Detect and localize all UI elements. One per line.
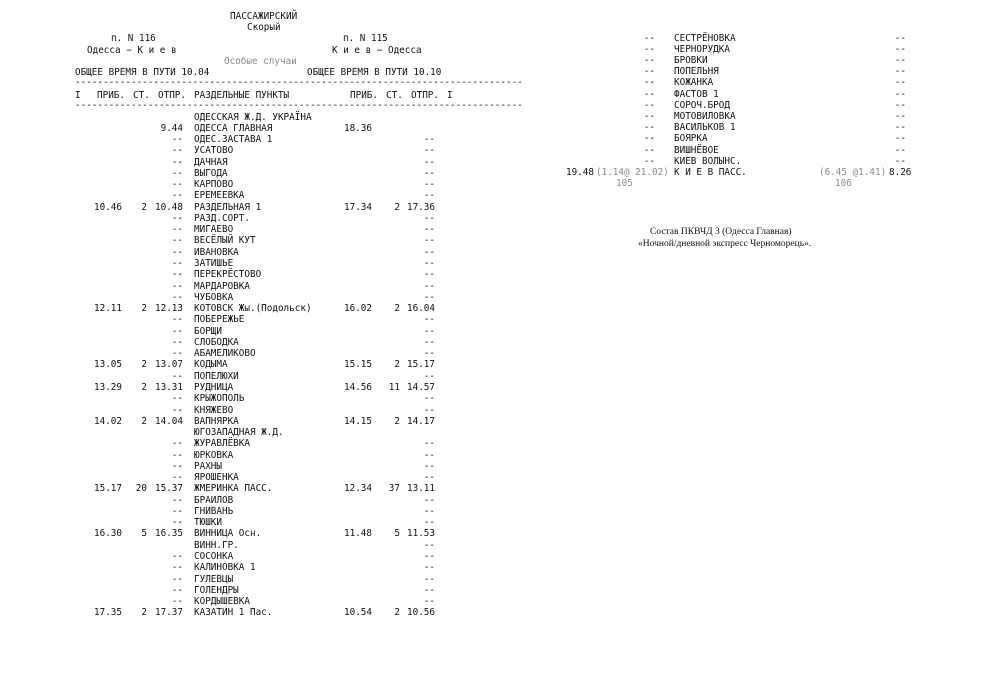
left-departure: -- bbox=[171, 562, 183, 574]
table-row bbox=[0, 133, 988, 144]
left-departure: -- bbox=[171, 404, 183, 416]
special-cases-label: Особые случаи bbox=[224, 56, 297, 67]
station-name: СЕСТРЁНОВКА bbox=[674, 32, 736, 44]
left-departure: -- bbox=[643, 54, 655, 66]
station-name: ВАСИЛЬКОВ 1 bbox=[674, 122, 736, 134]
station-name: ДАЧНАЯ bbox=[194, 156, 228, 168]
left-departure: 14.04 bbox=[155, 415, 183, 427]
left-arrival: 15.17 bbox=[94, 483, 122, 495]
col-stop: СТ. bbox=[133, 90, 150, 101]
left-departure: -- bbox=[171, 280, 183, 292]
right-departure: -- bbox=[423, 336, 435, 348]
right-departure: -- bbox=[423, 551, 435, 563]
left-arrival: 13.05 bbox=[94, 359, 122, 371]
left-arrival: 13.29 bbox=[94, 381, 122, 393]
station-name: КАЛИНОВКА 1 bbox=[194, 562, 256, 574]
right-departure: 15.17 bbox=[407, 359, 435, 371]
left-stop: 2 bbox=[141, 303, 147, 315]
left-departure: -- bbox=[171, 269, 183, 281]
right-departure: -- bbox=[894, 144, 906, 156]
station-name: ЮГОЗАПАДНАЯ Ж.Д. bbox=[194, 427, 284, 439]
right-route: К и е в − Одесса bbox=[332, 45, 422, 56]
station-name: ПЕРЕКРЁСТОВО bbox=[194, 269, 262, 281]
left-departure: 15.37 bbox=[155, 483, 183, 495]
table-row bbox=[0, 326, 460, 337]
right-departure: -- bbox=[423, 190, 435, 202]
right-departure: -- bbox=[423, 145, 435, 157]
right-departure: -- bbox=[894, 99, 906, 111]
station-name: ВИННИЦА Осн. bbox=[194, 528, 262, 540]
final-station-name: К И Е В ПАСС. bbox=[674, 167, 747, 178]
left-departure: -- bbox=[171, 505, 183, 517]
station-name: УСАТОВО bbox=[194, 145, 234, 157]
left-departure: -- bbox=[171, 336, 183, 348]
station-name: КИЕВ ВОЛЫНС. bbox=[674, 155, 742, 167]
station-name: КОРДЫШЕВКА bbox=[194, 596, 250, 608]
left-arrival: 17.35 bbox=[94, 607, 122, 619]
table-row bbox=[0, 145, 988, 156]
train-type-title: ПАССАЖИРСКИЙ bbox=[230, 11, 298, 22]
col-stop-2: СТ. bbox=[386, 90, 403, 101]
right-departure: -- bbox=[423, 348, 435, 360]
left-arrival: 12.11 bbox=[94, 303, 122, 315]
table-row bbox=[0, 111, 988, 122]
station-name: ВЕСЁЛЫЙ КУТ bbox=[194, 235, 256, 247]
left-departure: -- bbox=[171, 393, 183, 405]
right-departure: -- bbox=[894, 54, 906, 66]
right-departure: 10.56 bbox=[407, 607, 435, 619]
station-name: КОДЫМА bbox=[194, 359, 228, 371]
table-row bbox=[0, 416, 460, 427]
right-departure: -- bbox=[894, 111, 906, 123]
right-departure: 16.04 bbox=[407, 303, 435, 315]
left-departure: -- bbox=[171, 596, 183, 608]
table-row bbox=[0, 247, 460, 258]
station-name: ЕРЕМЕЕВКА bbox=[194, 190, 245, 202]
table-row bbox=[0, 66, 988, 77]
left-arrival: 10.46 bbox=[94, 201, 122, 213]
station-name: ФАСТОВ 1 bbox=[674, 88, 719, 100]
station-name: ВИНН.ГР. bbox=[194, 539, 239, 551]
station-name: ВЫГОДА bbox=[194, 167, 228, 179]
right-stop: 37 bbox=[388, 483, 400, 495]
station-name: КНЯЖЕВО bbox=[194, 404, 234, 416]
station-name: МОТОВИЛОВКА bbox=[674, 111, 736, 123]
right-departure: -- bbox=[423, 224, 435, 236]
left-departure: -- bbox=[171, 460, 183, 472]
left-departure: -- bbox=[171, 134, 183, 146]
table-row bbox=[0, 269, 460, 280]
left-departure: -- bbox=[643, 133, 655, 145]
table-row bbox=[0, 100, 988, 111]
station-name: РАХНЫ bbox=[194, 460, 222, 472]
left-total-time: ОБЩЕЕ ВРЕМЯ В ПУТИ 10.04 bbox=[75, 67, 210, 78]
station-name: ВИШНЁВОЕ bbox=[674, 144, 719, 156]
table-row bbox=[0, 235, 460, 246]
table-row bbox=[0, 77, 988, 88]
left-departure: -- bbox=[171, 212, 183, 224]
left-departure: 12.13 bbox=[155, 303, 183, 315]
left-departure: -- bbox=[171, 224, 183, 236]
col-points: РАЗДЕЛЬНЫЕ ПУНКТЫ bbox=[194, 90, 290, 101]
table-row bbox=[0, 450, 460, 461]
left-train-number: п. N 116 bbox=[111, 33, 156, 44]
left-departure: -- bbox=[643, 122, 655, 134]
left-departure: -- bbox=[171, 517, 183, 529]
left-departure: -- bbox=[643, 111, 655, 123]
table-row bbox=[0, 258, 460, 269]
left-departure: -- bbox=[171, 190, 183, 202]
station-name: ПОПЕЛЮХИ bbox=[194, 370, 239, 382]
right-departure: 17.36 bbox=[407, 201, 435, 213]
table-row bbox=[0, 562, 460, 573]
table-row bbox=[0, 596, 460, 607]
table-row bbox=[0, 371, 460, 382]
right-departure: -- bbox=[423, 460, 435, 472]
right-arrival: 11.48 bbox=[344, 528, 372, 540]
final-left-extra: (1.14@ 21.02) bbox=[596, 167, 669, 178]
left-departure: -- bbox=[643, 155, 655, 167]
express-name-note: «Ночной/дневной экспресс Черноморець». bbox=[638, 239, 812, 249]
left-stop: 2 bbox=[141, 607, 147, 619]
left-departure: -- bbox=[171, 348, 183, 360]
station-name: ПОПЕЛЬНЯ bbox=[674, 66, 719, 78]
left-departure: -- bbox=[171, 494, 183, 506]
left-departure: -- bbox=[643, 77, 655, 89]
table-row bbox=[0, 427, 460, 438]
right-departure: -- bbox=[423, 291, 435, 303]
table-row bbox=[0, 495, 460, 506]
right-departure: -- bbox=[894, 66, 906, 78]
right-departure: -- bbox=[423, 258, 435, 269]
right-departure: -- bbox=[423, 517, 435, 529]
right-departure: -- bbox=[423, 134, 435, 146]
station-name: КРЫЖОПОЛЬ bbox=[194, 393, 245, 405]
final-right-extra: (6.45 @1.41) bbox=[819, 167, 887, 178]
right-stop: 5 bbox=[394, 528, 400, 540]
left-arrival: 16.30 bbox=[94, 528, 122, 540]
station-name: ГНИВАНЬ bbox=[194, 505, 234, 517]
station-name: ЧУБОВКА bbox=[194, 291, 234, 303]
left-departure: -- bbox=[171, 325, 183, 337]
right-stop: 2 bbox=[394, 303, 400, 315]
left-departure: -- bbox=[171, 235, 183, 247]
right-departure: -- bbox=[894, 155, 906, 167]
right-departure: -- bbox=[894, 122, 906, 134]
table-row bbox=[0, 472, 460, 483]
left-departure: 9.44 bbox=[160, 122, 183, 134]
col-arrival: ПРИБ. bbox=[97, 90, 125, 101]
station-name: ПОБЕРЕЖЬЕ bbox=[194, 314, 245, 326]
station-name: БРАИЛОВ bbox=[194, 494, 234, 506]
table-row bbox=[0, 551, 460, 562]
right-arrival: 17.34 bbox=[344, 201, 372, 213]
final-left-code: 105 bbox=[616, 178, 633, 189]
station-name: БОЯРКА bbox=[674, 133, 708, 145]
left-departure: -- bbox=[171, 314, 183, 326]
table-row bbox=[0, 506, 460, 517]
right-departure: -- bbox=[423, 539, 435, 551]
table-row bbox=[0, 405, 460, 416]
right-departure: -- bbox=[423, 404, 435, 416]
right-stop: 11 bbox=[388, 381, 400, 393]
table-row bbox=[0, 122, 988, 133]
right-departure: -- bbox=[423, 235, 435, 247]
right-arrival: 18.36 bbox=[344, 122, 372, 134]
left-departure: -- bbox=[171, 145, 183, 157]
right-departure: -- bbox=[423, 393, 435, 405]
station-name: ЧЕРНОРУДКА bbox=[674, 43, 730, 55]
station-name: РАЗДЕЛЬНАЯ 1 bbox=[194, 201, 262, 213]
right-departure: -- bbox=[894, 32, 906, 44]
table-row bbox=[0, 461, 460, 472]
right-departure: -- bbox=[423, 370, 435, 382]
train-category: Скорый bbox=[247, 22, 281, 33]
right-departure: -- bbox=[423, 325, 435, 337]
table-row bbox=[0, 517, 460, 528]
right-arrival: 12.34 bbox=[344, 483, 372, 495]
station-name: ИВАНОВКА bbox=[194, 246, 239, 258]
right-departure: -- bbox=[423, 494, 435, 506]
left-departure: -- bbox=[171, 438, 183, 450]
right-departure: -- bbox=[423, 596, 435, 608]
right-departure: -- bbox=[423, 269, 435, 281]
table-row bbox=[0, 44, 988, 55]
station-name: РАЗД.СОРТ. bbox=[194, 212, 250, 224]
left-departure: 17.37 bbox=[155, 607, 183, 619]
station-name: МИГАЕВО bbox=[194, 224, 234, 236]
right-departure: 14.57 bbox=[407, 381, 435, 393]
table-row bbox=[0, 224, 460, 235]
left-departure: -- bbox=[643, 32, 655, 44]
table-row bbox=[0, 359, 460, 370]
station-name: РУДНИЦА bbox=[194, 381, 234, 393]
left-departure: -- bbox=[171, 246, 183, 258]
consist-note: Состав ПКВЧД 3 (Одесса Главная) bbox=[650, 227, 792, 237]
table-row bbox=[0, 438, 460, 449]
left-stop: 2 bbox=[141, 381, 147, 393]
right-departure: 13.11 bbox=[407, 483, 435, 495]
table-row bbox=[0, 348, 460, 359]
station-name: ЗАТИШЬЕ bbox=[194, 258, 234, 269]
left-departure: 10.48 bbox=[155, 201, 183, 213]
left-departure: -- bbox=[171, 156, 183, 168]
left-departure: -- bbox=[643, 88, 655, 100]
station-name: СОСОНКА bbox=[194, 551, 234, 563]
station-name: ТЮШКИ bbox=[194, 517, 222, 529]
right-departure: -- bbox=[423, 167, 435, 179]
left-departure: 13.07 bbox=[155, 359, 183, 371]
left-departure: -- bbox=[171, 551, 183, 563]
station-name: СЛОБОДКА bbox=[194, 336, 239, 348]
station-name: ЮРКОВКА bbox=[194, 449, 234, 461]
table-row bbox=[0, 55, 988, 66]
right-departure: -- bbox=[423, 505, 435, 517]
left-departure: -- bbox=[171, 573, 183, 585]
left-departure: -- bbox=[171, 449, 183, 461]
table-row bbox=[0, 156, 988, 167]
station-name: КАЗАТИН 1 Пас. bbox=[194, 607, 273, 619]
final-left-arrival: 19.48 bbox=[566, 167, 594, 178]
station-name: ОДЕССА ГЛАВНАЯ bbox=[194, 122, 273, 134]
right-departure: -- bbox=[423, 246, 435, 258]
left-departure: -- bbox=[171, 472, 183, 484]
left-route: Одесса − К и е в bbox=[87, 45, 177, 56]
col-left-marker: I bbox=[75, 90, 81, 101]
station-name: КАРПОВО bbox=[194, 179, 234, 191]
right-departure: -- bbox=[423, 562, 435, 574]
right-stop: 2 bbox=[394, 607, 400, 619]
right-departure: -- bbox=[894, 77, 906, 89]
right-departure: -- bbox=[423, 314, 435, 326]
table-row bbox=[0, 89, 988, 100]
right-stop: 2 bbox=[394, 359, 400, 371]
left-departure: -- bbox=[171, 179, 183, 191]
station-name: ГУЛЕВЦЫ bbox=[194, 573, 234, 585]
left-departure: 13.31 bbox=[155, 381, 183, 393]
col-departure: ОТПР. bbox=[158, 90, 186, 101]
station-name: ОДЕС.ЗАСТАВА 1 bbox=[194, 134, 273, 146]
final-station-row bbox=[0, 167, 988, 178]
table-row bbox=[0, 607, 460, 618]
left-departure: -- bbox=[643, 43, 655, 55]
table-row bbox=[0, 213, 460, 224]
right-arrival: 14.56 bbox=[344, 381, 372, 393]
right-train-number: п. N 115 bbox=[343, 33, 388, 44]
table-row bbox=[0, 585, 460, 596]
left-departure: -- bbox=[643, 66, 655, 78]
right-total-time: ОБЩЕЕ ВРЕМЯ В ПУТИ 10.10 bbox=[307, 67, 442, 78]
final-codes-row bbox=[0, 178, 988, 189]
right-departure: -- bbox=[423, 584, 435, 596]
table-row bbox=[0, 528, 460, 539]
right-departure: 11.53 bbox=[407, 528, 435, 540]
station-name: ГОЛЕНДРЫ bbox=[194, 584, 239, 596]
col-departure-2: ОТПР. bbox=[411, 90, 439, 101]
right-departure: 14.17 bbox=[407, 415, 435, 427]
table-row bbox=[0, 393, 460, 404]
right-departure: -- bbox=[423, 449, 435, 461]
right-arrival: 10.54 bbox=[344, 607, 372, 619]
left-departure: -- bbox=[643, 144, 655, 156]
right-departure: -- bbox=[423, 280, 435, 292]
table-row bbox=[0, 303, 460, 314]
right-departure: -- bbox=[423, 156, 435, 168]
right-departure: -- bbox=[894, 43, 906, 55]
left-stop: 20 bbox=[135, 483, 147, 495]
station-name: ВАПНЯРКА bbox=[194, 415, 239, 427]
right-arrival: 15.15 bbox=[344, 359, 372, 371]
table-row bbox=[0, 33, 988, 44]
right-departure: -- bbox=[423, 472, 435, 484]
right-departure: -- bbox=[423, 212, 435, 224]
table-row bbox=[0, 281, 460, 292]
station-name: КОТОВСК Жы.(Подольск) bbox=[194, 303, 312, 315]
left-departure: -- bbox=[171, 167, 183, 179]
final-right-departure: 8.26 bbox=[889, 167, 912, 178]
left-departure: -- bbox=[171, 370, 183, 382]
station-name: ОДЕССКАЯ Ж.Д. УКРАЇНА bbox=[194, 111, 312, 123]
header-rule-top: -------------------------------------------------------------------------------- bbox=[75, 77, 523, 88]
left-stop: 2 bbox=[141, 415, 147, 427]
table-row bbox=[0, 314, 460, 325]
right-departure: -- bbox=[894, 133, 906, 145]
right-arrival: 14.15 bbox=[344, 415, 372, 427]
right-departure: -- bbox=[423, 573, 435, 585]
col-arrival-2: ПРИБ. bbox=[350, 90, 378, 101]
col-right-marker: I bbox=[447, 90, 453, 101]
station-name: ЖМЕРИНКА ПАСС. bbox=[194, 483, 273, 495]
right-stop: 2 bbox=[394, 201, 400, 213]
station-name: ЖУРАВЛЁВКА bbox=[194, 438, 250, 450]
right-departure: -- bbox=[423, 438, 435, 450]
left-departure: -- bbox=[171, 291, 183, 303]
left-stop: 5 bbox=[141, 528, 147, 540]
left-departure: 16.35 bbox=[155, 528, 183, 540]
station-name: АБАМЕЛИКОВО bbox=[194, 348, 256, 360]
left-stop: 2 bbox=[141, 359, 147, 371]
table-row bbox=[0, 574, 460, 585]
station-name: БОРЩИ bbox=[194, 325, 222, 337]
table-row bbox=[0, 202, 460, 213]
table-row bbox=[0, 292, 460, 303]
table-row bbox=[0, 540, 460, 551]
left-departure: -- bbox=[171, 584, 183, 596]
header-rule-bottom: -------------------------------------------------------------------------------- bbox=[75, 100, 523, 111]
left-stop: 2 bbox=[141, 201, 147, 213]
table-row bbox=[0, 483, 460, 494]
table-row bbox=[0, 337, 460, 348]
station-name: СОРОЧ.БРОД bbox=[674, 99, 730, 111]
table-row bbox=[0, 382, 460, 393]
station-name: КОЖАНКА bbox=[674, 77, 714, 89]
right-departure: -- bbox=[423, 179, 435, 191]
right-stop: 2 bbox=[394, 415, 400, 427]
table-row bbox=[0, 190, 460, 201]
final-right-code: 106 bbox=[835, 178, 852, 189]
left-departure: -- bbox=[643, 99, 655, 111]
left-departure: -- bbox=[171, 258, 183, 269]
station-name: БРОВКИ bbox=[674, 54, 708, 66]
right-arrival: 16.02 bbox=[344, 303, 372, 315]
right-departure: -- bbox=[894, 88, 906, 100]
station-name: ЯРОШЕНКА bbox=[194, 472, 239, 484]
station-name: МАРДАРОВКА bbox=[194, 280, 250, 292]
left-arrival: 14.02 bbox=[94, 415, 122, 427]
